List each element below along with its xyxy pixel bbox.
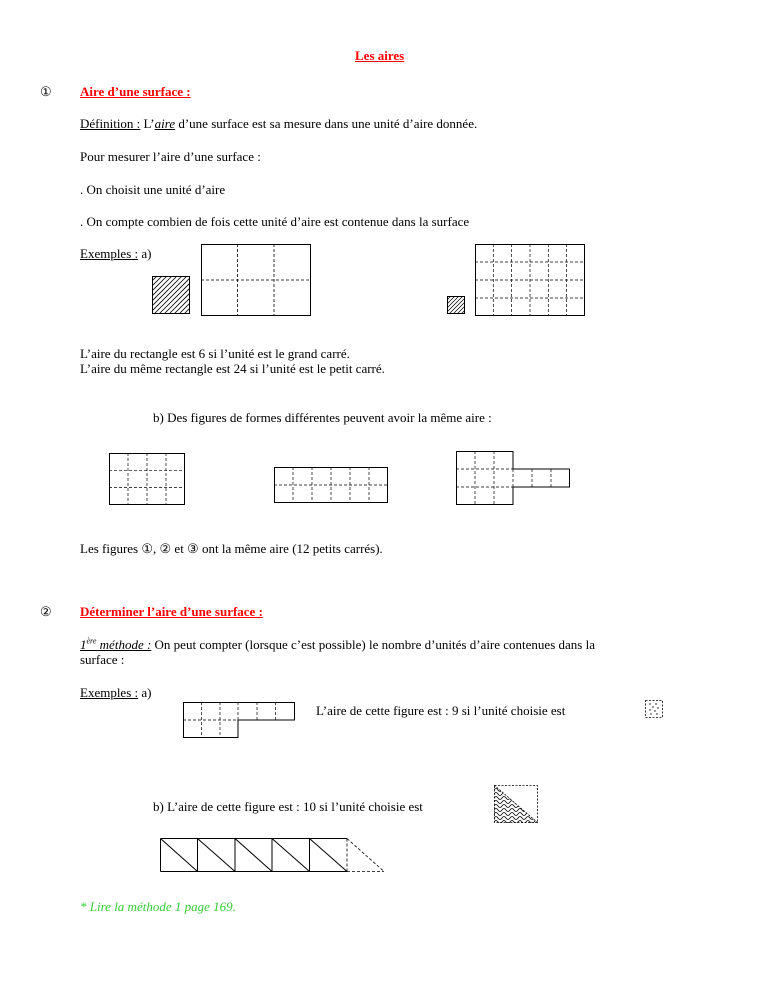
- definition-prefix: L’: [140, 116, 155, 131]
- section-2-heading: Déterminer l’aire d’une surface :: [80, 604, 263, 619]
- measure-step-2: . On compte combien de fois cette unité d’aire est contenue dans la surface: [80, 214, 470, 229]
- examples-label-2-text: Exemples :: [80, 685, 139, 700]
- section-2-number: ②: [40, 604, 52, 619]
- example-a2-label: a): [138, 685, 152, 700]
- definition-rest: d’une surface est sa mesure dans une unité d’aire donnée.: [175, 116, 478, 131]
- method-text-1: On peut compter (lorsque c’est possible) le nombre d’unités d’aire contenues dans la: [151, 637, 595, 652]
- figure-2-grid: [274, 467, 388, 503]
- definition-label: Définition :: [80, 116, 141, 131]
- result-line-2: L’aire du même rectangle est 24 si l’unité est le petit carré.: [80, 361, 385, 376]
- figure-a-nine-squares: [183, 702, 295, 738]
- result-line-1: L’aire du rectangle est 6 si l’unité est le grand carré.: [80, 346, 350, 361]
- figure-b-triangles: [160, 838, 386, 872]
- method-word: méthode :: [96, 637, 152, 652]
- examples-label-text: Exemples :: [80, 246, 139, 261]
- dotted-unit-square-icon: [645, 700, 663, 718]
- rectangle-24-squares: [475, 244, 585, 316]
- method-line-1: [80, 637, 595, 653]
- examples-label-1: [80, 246, 152, 262]
- section-1-number: ①: [40, 84, 52, 99]
- definition-line: [80, 116, 477, 132]
- measure-intro: Pour mesurer l’aire d’une surface :: [80, 149, 261, 164]
- measure-step-1: . On choisit une unité d’aire: [80, 182, 226, 197]
- example-b2-text: b) L’aire de cette figure est : 10 si l’unité choisie est: [153, 799, 423, 814]
- example-a-label: a): [138, 246, 152, 261]
- example-b-text: b) Des figures de formes différentes peuvent avoir la même aire :: [153, 410, 492, 425]
- section-1-heading: Aire d’une surface :: [80, 84, 191, 99]
- example-a2-text: L’aire de cette figure est : 9 si l’unité choisie est: [316, 703, 566, 718]
- page-title: Les aires: [355, 48, 405, 63]
- examples-label-2: [80, 685, 152, 701]
- method-label: [80, 637, 151, 652]
- conclusion-text: Les figures ①, ② et ③ ont la même aire (12 petits carrés).: [80, 541, 383, 556]
- definition-term: aire: [154, 116, 176, 131]
- large-unit-square-icon: [152, 276, 190, 314]
- method-sup: ère: [86, 636, 97, 646]
- reading-note: * Lire la méthode 1 page 169.: [80, 899, 236, 914]
- rectangle-six-squares: [201, 244, 311, 316]
- method-line-2: surface :: [80, 652, 125, 667]
- method-ordinal: 1: [80, 637, 87, 652]
- figure-1-grid: [109, 453, 185, 505]
- figure-3-lshape: [456, 451, 570, 505]
- wavy-triangle-unit-icon: [494, 785, 538, 823]
- small-unit-square-icon: [447, 296, 465, 314]
